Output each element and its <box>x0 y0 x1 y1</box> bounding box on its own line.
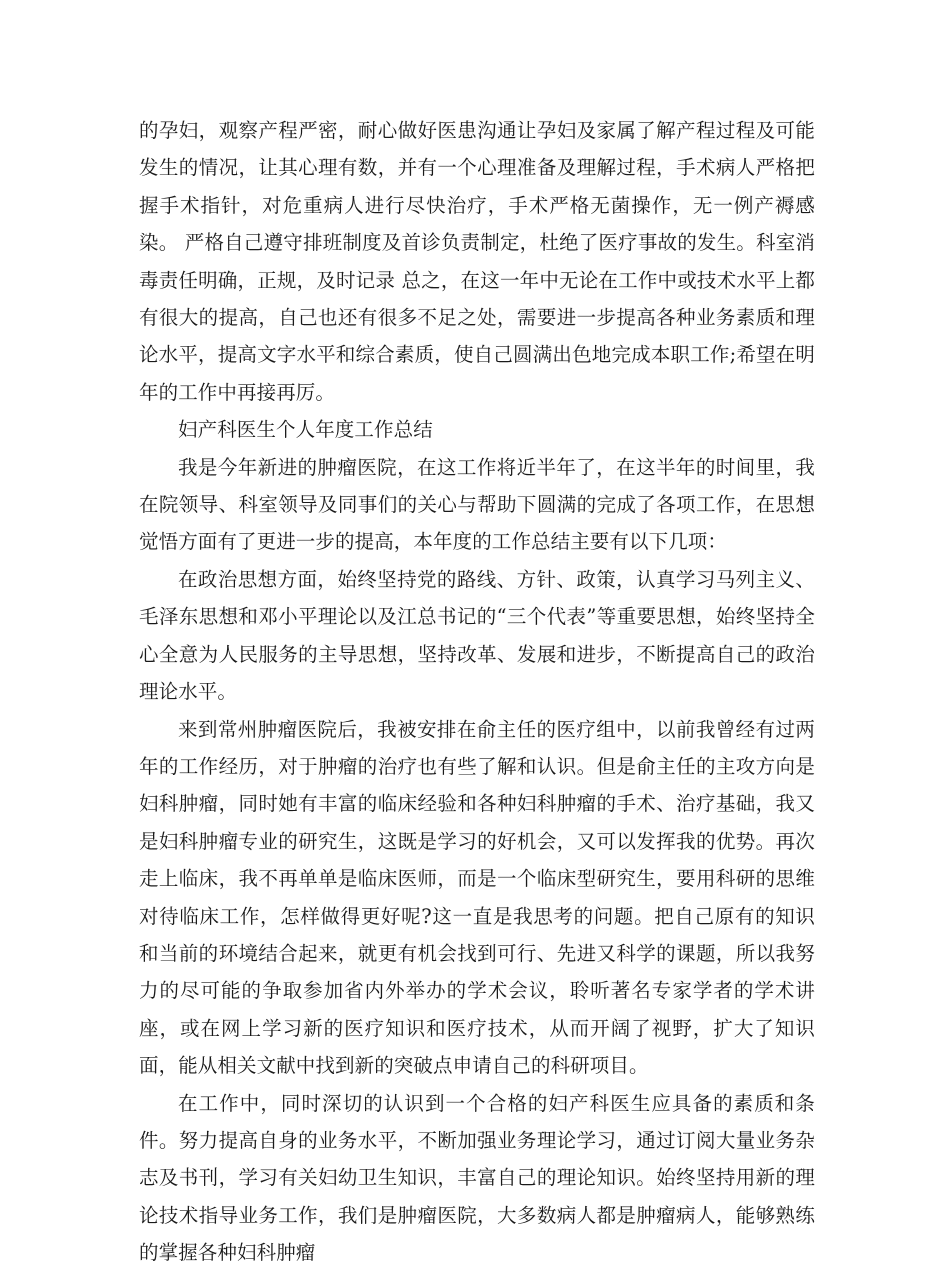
section-heading: 妇产科医生个人年度工作总结 <box>178 418 433 442</box>
paragraph-intro: 我是今年新进的肿瘤医院，在这工作将近半年了，在这半年的时间里，我在院领导、科室领导及同事们的关心与帮助下圆满的完成了各项工作，在思想觉悟方面有了更进一步的提高，本年度的工作总结主要有以下几项： <box>139 455 815 554</box>
paragraph-work: 在工作中，同时深切的认识到一个合格的妇产科医生应具备的素质和条件。努力提高自身的业务水平，不断加强业务理论学习，通过订阅大量业务杂志及书刊，学习有关妇幼卫生知识，丰富自己的理论知识。始终坚持用新的理论技术指导业务工作，我们是肿瘤医院，大多数病人都是肿瘤病人，能够熟练的掌握各种妇科肿瘤 <box>139 1091 815 1265</box>
paragraph-continued: 的孕妇，观察产程严密，耐心做好医患沟通让孕妇及家属了解产程过程及可能发生的情况，让其心理有数，并有一个心理准备及理解过程，手术病人严格把握手术指针，对危重病人进行尽快治疗，手术严格无菌操作，无一例产褥感染。 严格自己遵守排班制度及首诊负责制定，杜绝了医疗事故的发生。科室消毒责任明确，正规，及时记录 总之，在这一年中无论在工作中或技术水平上都有很大的提高，自己也还有很多不足之处，需要进一步提高各种业务素质和理论水平，提高文字水平和综合素质，使自己圆满出色地完成本职工作;希望在明年的工作中再接再厉。 <box>139 119 815 404</box>
document-body <box>139 112 815 1272</box>
paragraph-experience: 来到常州肿瘤医院后，我被安排在俞主任的医疗组中，以前我曾经有过两年的工作经历，对于肿瘤的治疗也有些了解和认识。但是俞主任的主攻方向是妇科肿瘤，同时她有丰富的临床经验和各种妇科肿瘤的手术、治疗基础，我又是妇科肿瘤专业的研究生，这既是学习的好机会，又可以发挥我的优势。再次走上临床，我不再单单是临床医师，而是一个临床型研究生，要用科研的思维对待临床工作，怎样做得更好呢?这一直是我思考的问题。把自己原有的知识和当前的环境结合起来，就更有机会找到可行、先进又科学的课题，所以我努力的尽可能的争取参加省内外举办的学术会议，聆听著名专家学者的学术讲座，或在网上学习新的医疗知识和医疗技术，从而开阔了视野，扩大了知识面，能从相关文献中找到新的突破点申请自己的科研项目。 <box>139 717 815 1078</box>
paragraph-politics: 在政治思想方面，始终坚持党的路线、方针、政策，认真学习马列主义、毛泽东思想和邓小平理论以及江总书记的“三个代表”等重要思想，始终坚持全心全意为人民服务的主导思想，坚持改革、发展和进步，不断提高自己的政治理论水平。 <box>139 567 815 704</box>
